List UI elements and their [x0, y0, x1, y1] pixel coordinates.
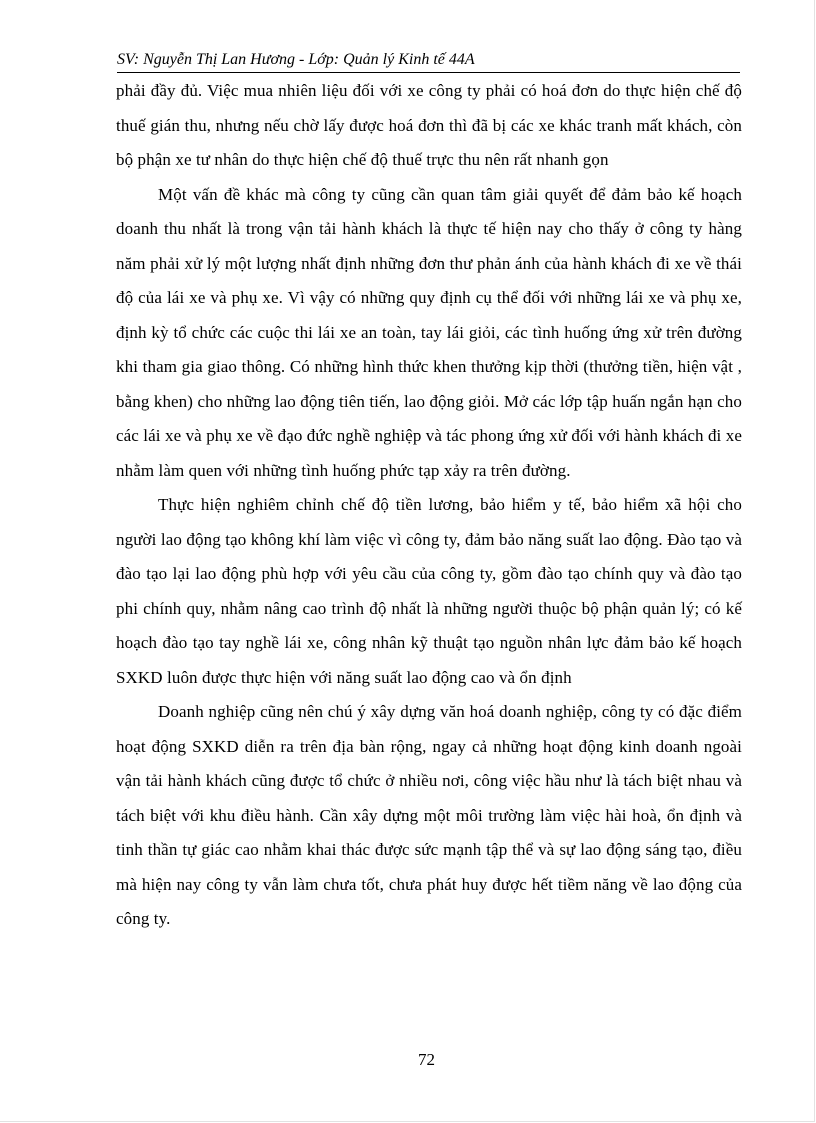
running-header: SV: Nguyễn Thị Lan Hương - Lớp: Quản lý Kinh tế 44A [117, 50, 740, 73]
paragraph-customer-complaints: Một vấn đề khác mà công ty cũng cần quan tâm giải quyết để đảm bảo kế hoạch doanh thu nhất là trong vận tải hành khách là thực tế hiện nay cho thấy ở công ty hàng năm phải xử lý một lượng nhất định những đơn thư phản ánh của hành khách đi xe về thái độ của lái xe và phụ xe. Vì vậy có những quy định cụ thể đối với những lái xe và phụ xe, định kỳ tổ chức các cuộc thi lái xe an toàn, tay lái giỏi, các tình huống ứng xử trên đường khi tham gia giao thông. Có những hình thức khen thưởng kịp thời (thưởng tiền, hiện vật , bằng khen) cho những lao động tiên tiến, lao động giỏi. Mở các lớp tập huấn ngắn hạn cho các lái xe và phụ xe về đạo đức nghề nghiệp và tác phong ứng xử đối với hành khách đi xe nhằm làm quen với những tình huống phức tạp xảy ra trên đường. [116, 184, 742, 480]
paragraph-corporate-culture: Doanh nghiệp cũng nên chú ý xây dựng văn hoá doanh nghiệp, công ty có đặc điểm hoạt động SXKD diễn ra trên địa bàn rộng, ngay cả những hoạt động kinh doanh ngoài vận tải hành khách cũng được tổ chức ở nhiều nơi, công việc hầu như là tách biệt nhau và tách biệt với khu điều hành. Cần xây dựng một môi trường làm việc hài hoà, ổn định và tinh thần tự giác cao nhằm khai thác được sức mạnh tập thể và sự lao động sáng tạo, điều mà hiện nay công ty vẫn làm chưa tốt, chưa phát huy được hết tiềm năng về lao động của công ty. [116, 702, 742, 928]
paragraph-continued: phải đầy đủ. Việc mua nhiên liệu đối với xe công ty phải có hoá đơn do thực hiện chế độ thuế gián thu, nhưng nếu chờ lấy được hoá đơn thì đã bị các xe khác tranh mất khách, còn bộ phận xe tư nhân do thực hiện chế độ thuế trực thu nên rất nhanh gọn [116, 81, 742, 169]
body-text [116, 74, 742, 937]
paragraph-salary-training: Thực hiện nghiêm chỉnh chế độ tiền lương, bảo hiểm y tế, bảo hiểm xã hội cho người lao động tạo không khí làm việc vì công ty, đảm bảo năng suất lao động. Đào tạo và đào tạo lại lao động phù hợp với yêu cầu của công ty, gồm đào tạo chính quy và đào tạo phi chính quy, nhằm nâng cao trình độ nhất là những người thuộc bộ phận quản lý; có kế hoạch đào tạo tay nghề lái xe, công nhân kỹ thuật tạo nguồn nhân lực đảm bảo kế hoạch SXKD luôn được thực hiện với năng suất lao động cao và ổn định [116, 495, 742, 687]
page-number: 72 [418, 1050, 435, 1069]
